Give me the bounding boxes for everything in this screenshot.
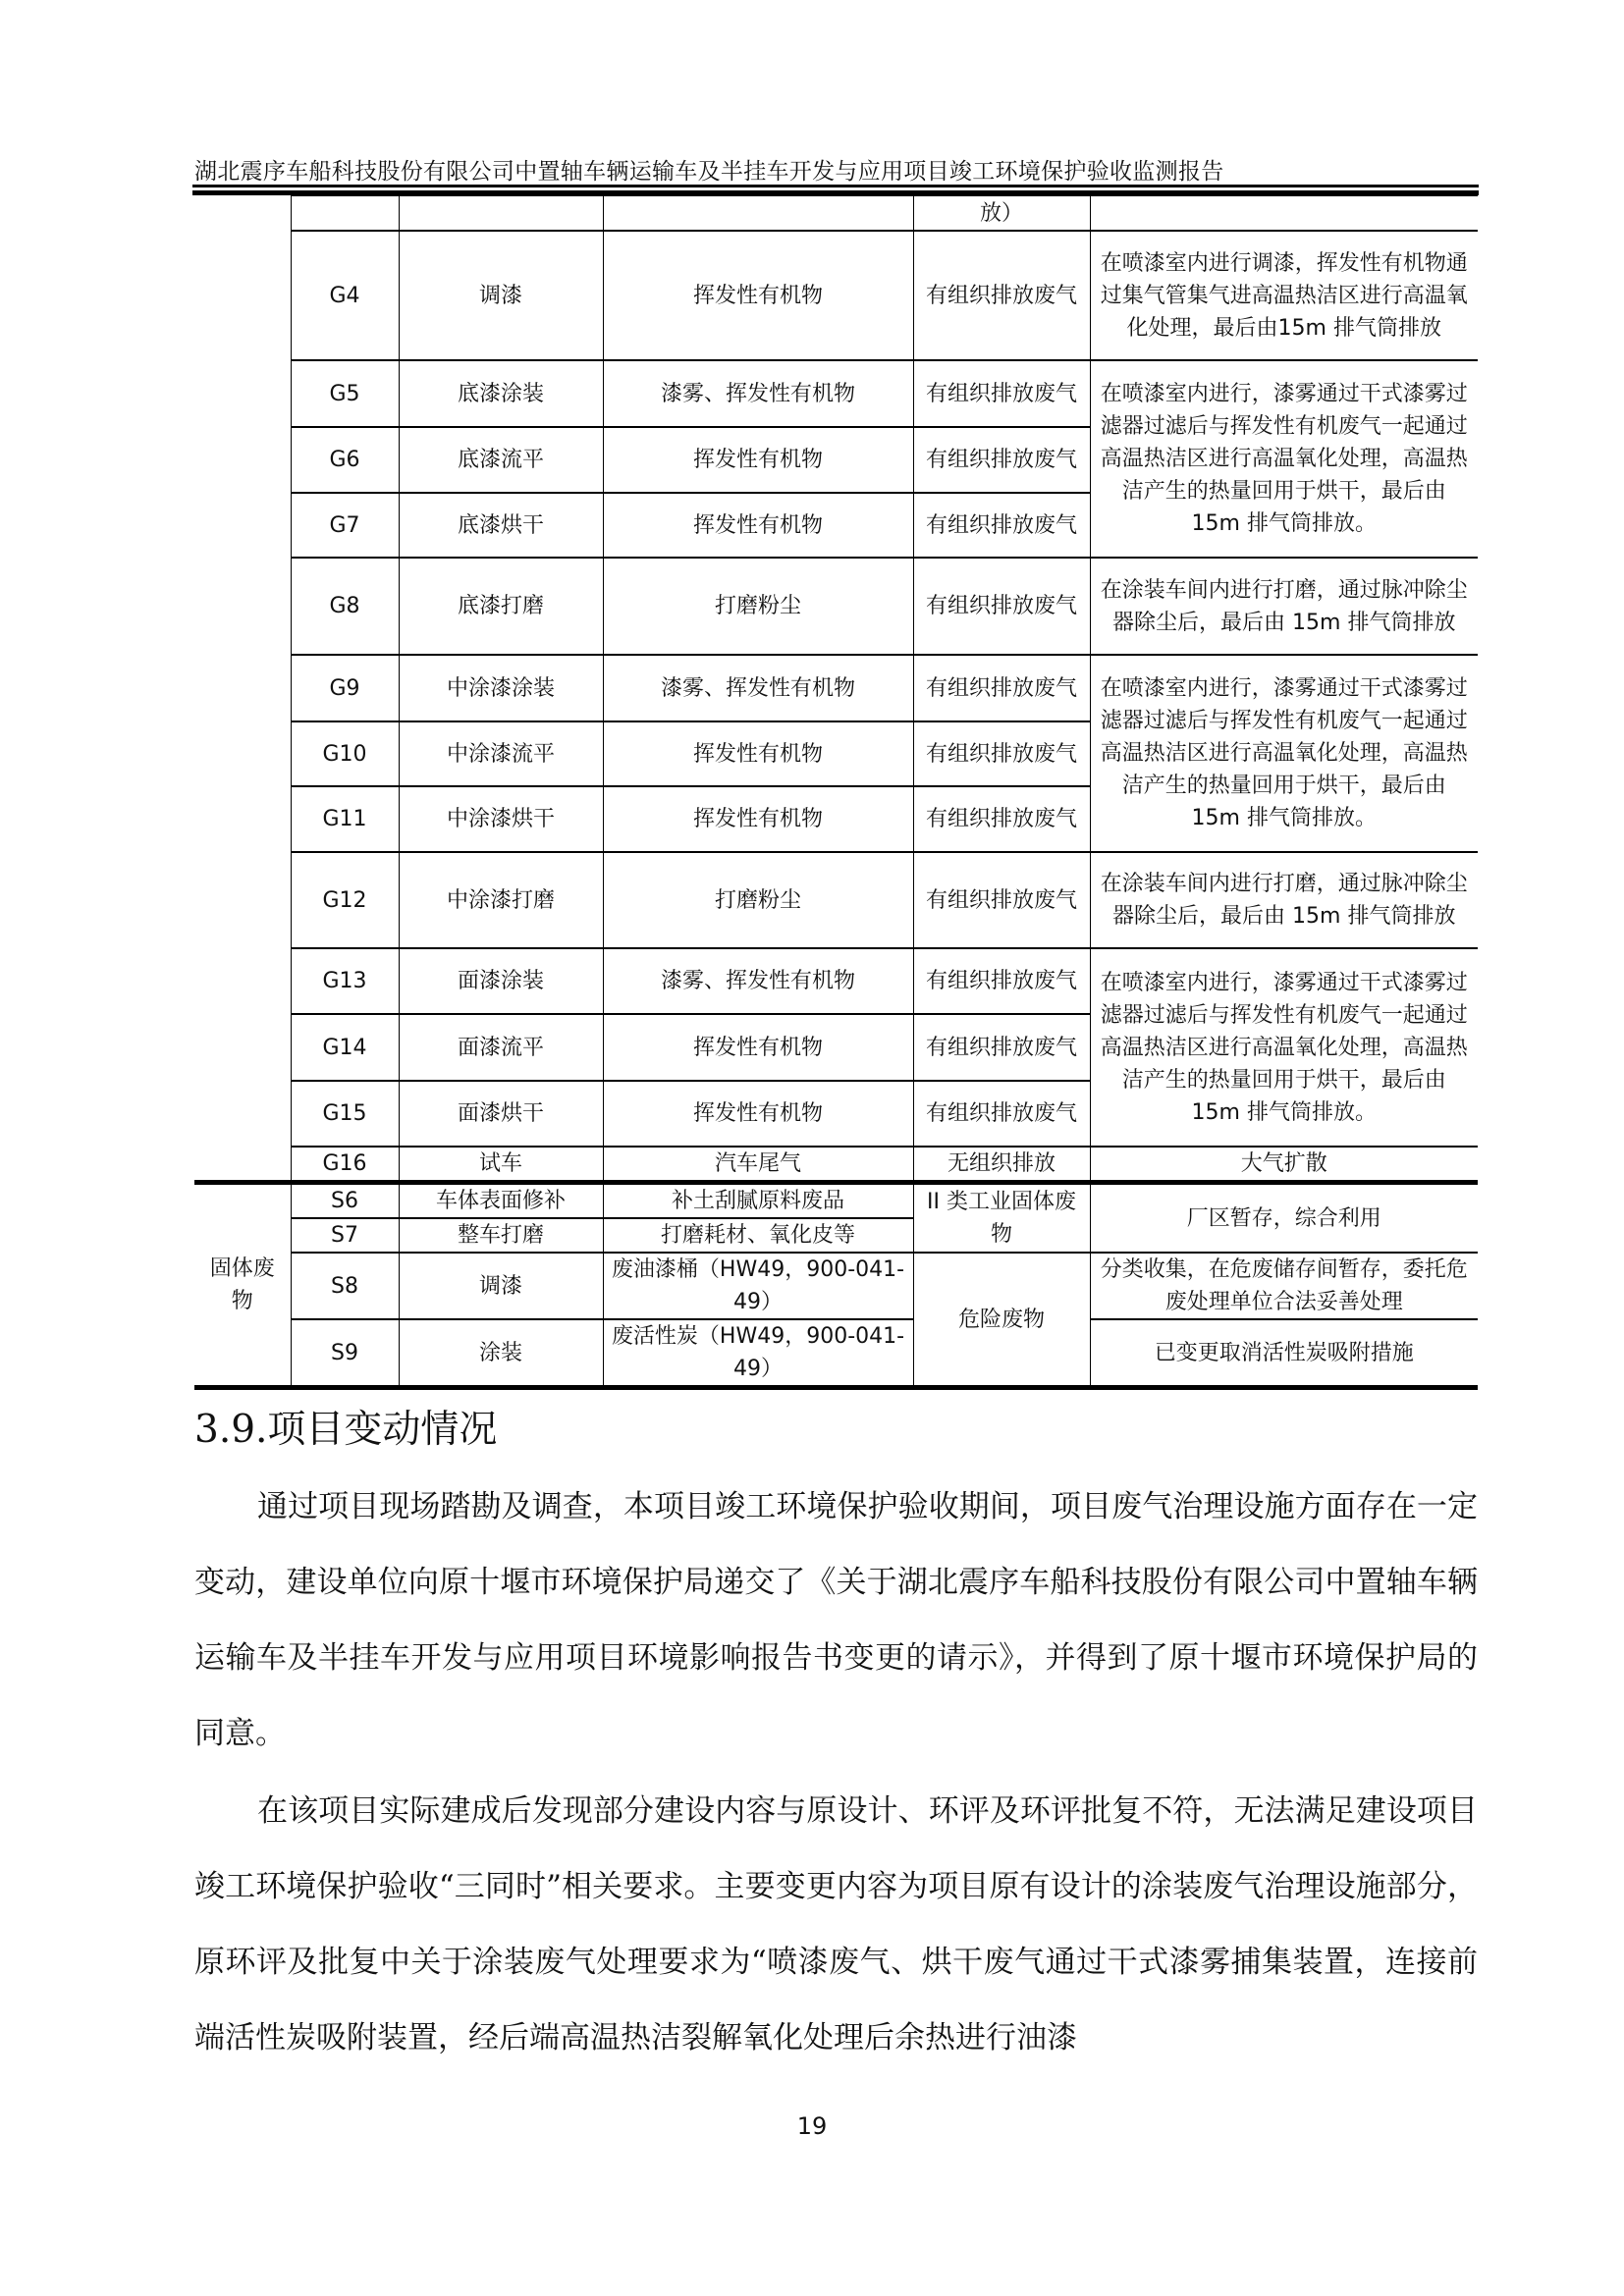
process-cell: 底漆打磨	[399, 558, 603, 655]
measure-cell: 在涂装车间内进行打磨，通过脉冲除尘器除尘后，最后由 15m 排气筒排放	[1090, 852, 1478, 948]
process-cell: 车体表面修补	[399, 1183, 603, 1219]
type-cell: 有组织排放废气	[913, 786, 1090, 852]
measure-cell: 在喷漆室内进行，漆雾通过干式漆雾过滤器过滤后与挥发性有机废气一起通过高温热洁区进行高温氧化处理，高温热洁产生的热量回用于烘干，最后由 15m 排气筒排放。	[1090, 360, 1478, 558]
measure-cell: 厂区暂存，综合利用	[1090, 1183, 1478, 1254]
table-row	[194, 948, 1478, 1014]
id-cell: S6	[291, 1183, 399, 1219]
table-row	[194, 1319, 1478, 1388]
table-row	[194, 558, 1478, 655]
type-cell: 有组织排放废气	[913, 1081, 1090, 1147]
process-cell: 底漆烘干	[399, 493, 603, 558]
pollutant-cell: 打磨耗材、氧化皮等	[603, 1218, 913, 1253]
pollutant-cell: 挥发性有机物	[603, 231, 913, 360]
id-cell: G4	[291, 231, 399, 360]
id-cell: G12	[291, 852, 399, 948]
table-row	[194, 1147, 1478, 1183]
pollutant-cell: 挥发性有机物	[603, 786, 913, 852]
process-cell: 面漆烘干	[399, 1081, 603, 1147]
measure-cell: 已变更取消活性炭吸附措施	[1090, 1319, 1478, 1388]
process-cell: 中涂漆涂装	[399, 655, 603, 721]
type-cell: 有组织排放废气	[913, 231, 1090, 360]
header-rule	[192, 185, 1479, 187]
pollutant-cell: 挥发性有机物	[603, 493, 913, 558]
process-cell: 面漆流平	[399, 1014, 603, 1081]
id-cell: G13	[291, 948, 399, 1014]
type-cell: II 类工业固体废物	[913, 1183, 1090, 1254]
id-cell: G15	[291, 1081, 399, 1147]
pollutant-cell: 漆雾、挥发性有机物	[603, 655, 913, 721]
process-cell: 中涂漆烘干	[399, 786, 603, 852]
measure-cell: 在喷漆室内进行，漆雾通过干式漆雾过滤器过滤后与挥发性有机废气一起通过高温热洁区进行高温氧化处理，高温热洁产生的热量回用于烘干，最后由 15m 排气筒排放。	[1090, 948, 1478, 1147]
process-cell: 调漆	[399, 1253, 603, 1319]
table-row	[194, 852, 1478, 948]
type-cell: 有组织排放废气	[913, 852, 1090, 948]
pollutant-cell: 挥发性有机物	[603, 1081, 913, 1147]
process-cell: 调漆	[399, 231, 603, 360]
pollutant-cell: 漆雾、挥发性有机物	[603, 948, 913, 1014]
id-cell: S7	[291, 1218, 399, 1253]
type-cell: 有组织排放废气	[913, 558, 1090, 655]
pollutant-cell: 挥发性有机物	[603, 1014, 913, 1081]
process-cell: 中涂漆打磨	[399, 852, 603, 948]
measure-cell: 分类收集，在危废储存间暂存，委托危废处理单位合法妥善处理	[1090, 1253, 1478, 1319]
id-cell: G11	[291, 786, 399, 852]
type-cell: 有组织排放废气	[913, 427, 1090, 493]
type-cell: 危险废物	[913, 1253, 1090, 1388]
type-cell: 有组织排放废气	[913, 1014, 1090, 1081]
measure-cell: 在涂装车间内进行打磨，通过脉冲除尘器除尘后，最后由 15m 排气筒排放	[1090, 558, 1478, 655]
pollutant-cell: 漆雾、挥发性有机物	[603, 360, 913, 427]
pollutant-cell: 挥发性有机物	[603, 427, 913, 493]
measure-cell: 在喷漆室内进行，漆雾通过干式漆雾过滤器过滤后与挥发性有机废气一起通过高温热洁区进行高温氧化处理，高温热洁产生的热量回用于烘干，最后由 15m 排气筒排放。	[1090, 655, 1478, 852]
process-cell: 面漆涂装	[399, 948, 603, 1014]
type-cell: 有组织排放废气	[913, 721, 1090, 786]
id-cell: G14	[291, 1014, 399, 1081]
pollutant-cell: 废活性炭（HW49，900-041-49）	[603, 1319, 913, 1388]
id-cell: G6	[291, 427, 399, 493]
table-row	[194, 195, 1478, 231]
table-row	[194, 1183, 1478, 1219]
page-number: 19	[796, 2112, 828, 2140]
pollutant-cell: 打磨粉尘	[603, 852, 913, 948]
pollutant-cell: 废油漆桶（HW49，900-041-49）	[603, 1253, 913, 1319]
process-cell: 底漆涂装	[399, 360, 603, 427]
table-row	[194, 1253, 1478, 1319]
section-heading: 3.9.项目变动情况	[194, 1408, 498, 1452]
process-cell: 涂装	[399, 1319, 603, 1388]
id-cell: G5	[291, 360, 399, 427]
measure-cell: 大气扩散	[1090, 1147, 1478, 1183]
type-cell: 放）	[913, 195, 1090, 231]
table-row	[194, 231, 1478, 360]
id-cell: G9	[291, 655, 399, 721]
pollutant-cell: 汽车尾气	[603, 1147, 913, 1183]
type-cell: 有组织排放废气	[913, 360, 1090, 427]
process-cell: 中涂漆流平	[399, 721, 603, 786]
type-cell: 无组织排放	[913, 1147, 1090, 1183]
process-cell: 底漆流平	[399, 427, 603, 493]
type-cell: 有组织排放废气	[913, 948, 1090, 1014]
type-cell: 有组织排放废气	[913, 655, 1090, 721]
pollutant-cell: 补土刮腻原料废品	[603, 1183, 913, 1219]
id-cell: G8	[291, 558, 399, 655]
category-cell	[194, 195, 291, 1183]
id-cell: G10	[291, 721, 399, 786]
category-cell: 固体废物	[194, 1183, 291, 1388]
pollutant-cell: 打磨粉尘	[603, 558, 913, 655]
process-cell: 整车打磨	[399, 1218, 603, 1253]
pollutant-cell: 挥发性有机物	[603, 721, 913, 786]
measure-cell: 在喷漆室内进行调漆，挥发性有机物通过集气管集气进高温热洁区进行高温氧化处理，最后由15m 排气筒排放	[1090, 231, 1478, 360]
paragraph: 通过项目现场踏勘及调查，本项目竣工环境保护验收期间，项目废气治理设施方面存在一定变动，建设单位向原十堰市环境保护局递交了《关于湖北震序车船科技股份有限公司中置轴车辆运输车及半挂车开发与应用项目环境影响报告书变更的请示》，并得到了原十堰市环境保护局的同意。	[194, 1489, 1478, 1751]
running-header: 湖北震序车船科技股份有限公司中置轴车辆运输车及半挂车开发与应用项目竣工环境保护验收监测报告	[194, 159, 1224, 185]
id-cell: S8	[291, 1253, 399, 1319]
id-cell: G16	[291, 1147, 399, 1183]
id-cell: G7	[291, 493, 399, 558]
id-cell: S9	[291, 1319, 399, 1388]
process-cell: 试车	[399, 1147, 603, 1183]
pollution-table	[194, 194, 1478, 1390]
paragraph: 在该项目实际建成后发现部分建设内容与原设计、环评及环评批复不符，无法满足建设项目竣工环境保护验收“三同时”相关要求。主要变更内容为项目原有设计的涂装废气治理设施部分，原环评及批复中关于涂装废气处理要求为“喷漆废气、烘干废气通过干式漆雾捕集装置，连接前端活性炭吸附装置，经后端高温热洁裂解氧化处理后余热进行油漆	[194, 1793, 1478, 2056]
table-row	[194, 655, 1478, 721]
table-row	[194, 360, 1478, 427]
type-cell: 有组织排放废气	[913, 493, 1090, 558]
